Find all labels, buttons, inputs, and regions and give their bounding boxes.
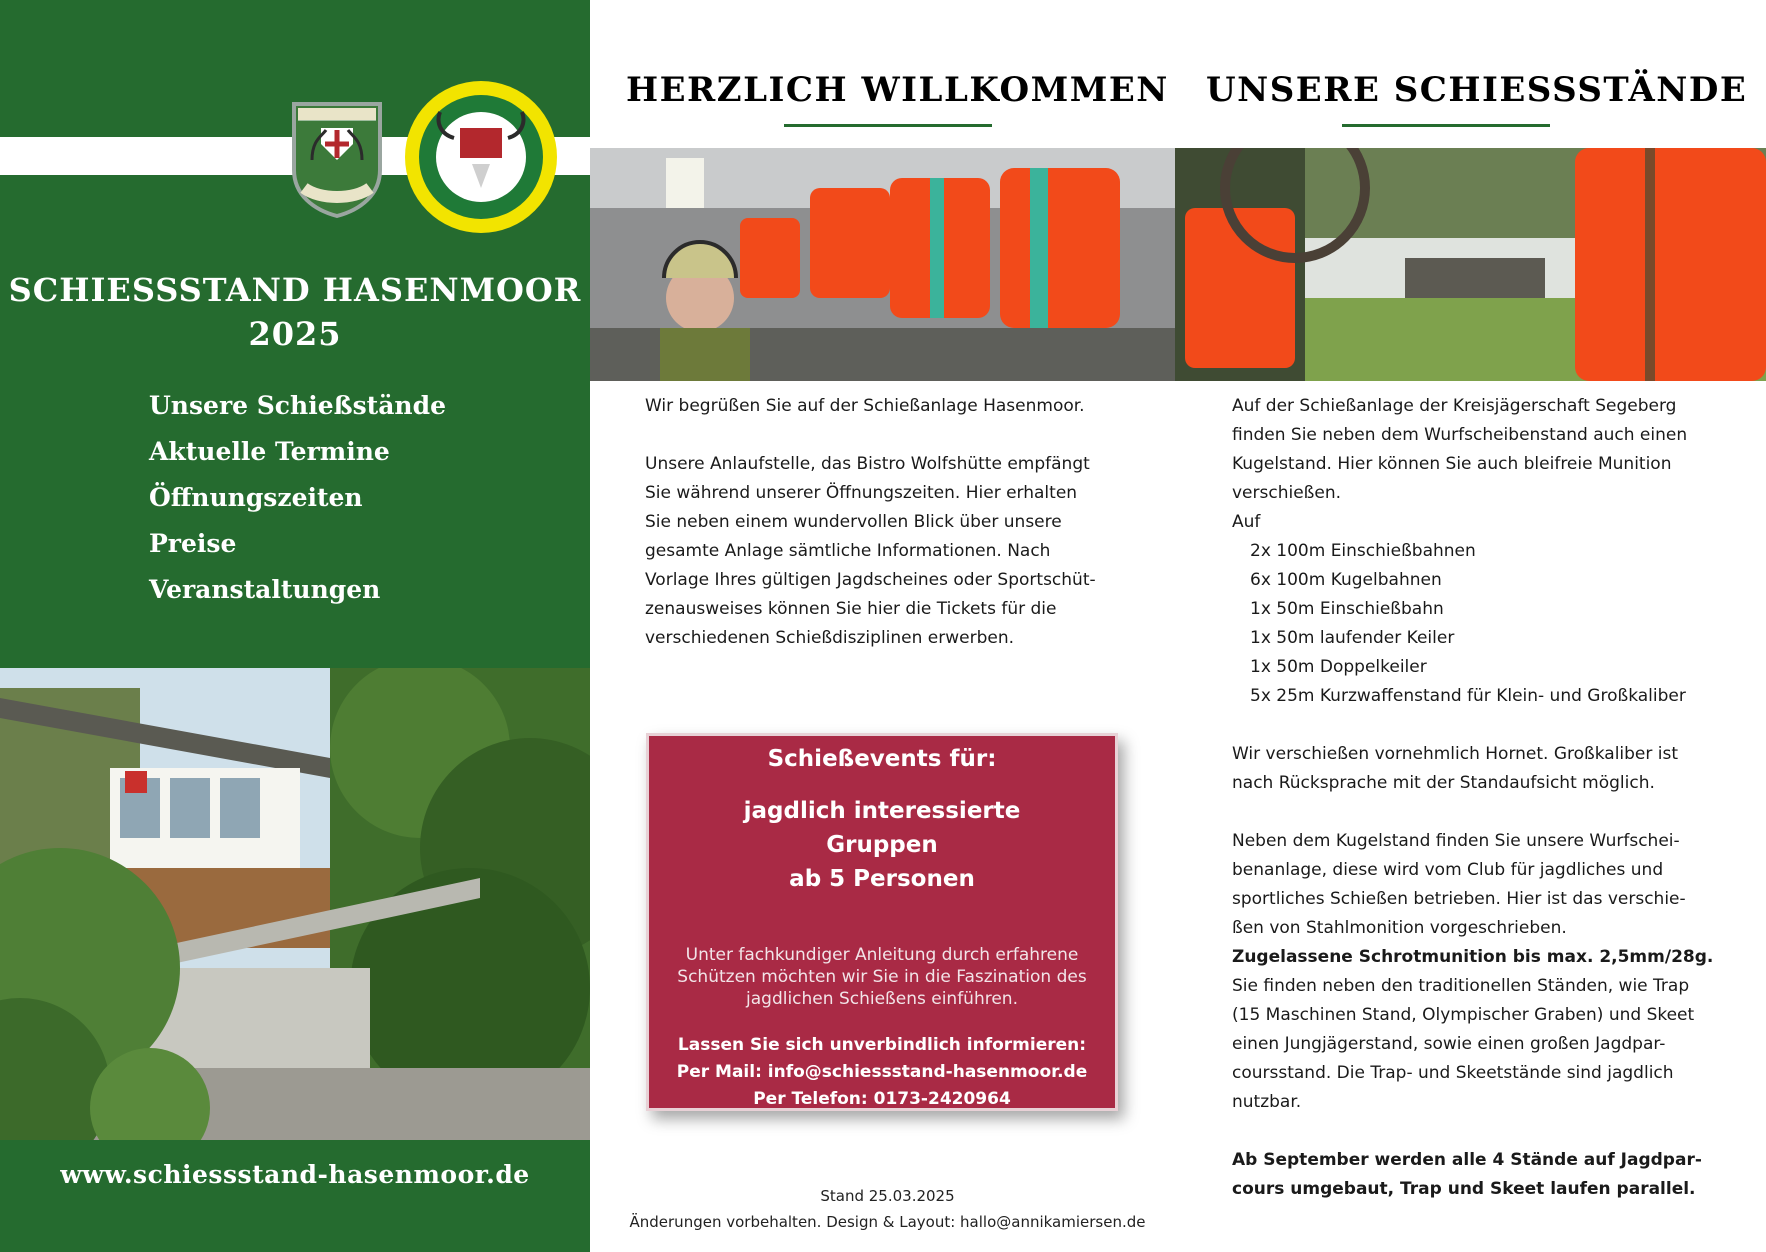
events-title: Schießevents für: [767,746,997,772]
footer-date: Stand 25.03.2025 [820,1187,955,1205]
welcome-heading: HERZLICH WILLKOMMEN [626,70,1169,110]
ranges-intro-line: Auf [1232,512,1261,532]
ranges-para3-line: benanlage, diese wird vom Club für jagdliches und [1232,860,1664,880]
events-target [649,794,1115,896]
events-desc-line: Unter fachkundiger Anleitung durch erfahrene [685,945,1079,965]
welcome-heading-underline [784,124,992,127]
shot-limit-note: Zugelassene Schrotmunition bis max. 2,5mm/28g. [1232,947,1714,967]
welcome-line: verschiedenen Schießdisziplinen erwerben. [645,628,1015,648]
events-target-line: jagdlich interessierte [743,798,1021,824]
ranges-list [1232,537,1742,711]
ranges-para3-line: ßen von Stahlmonition vorgeschrieben. [1232,918,1567,938]
welcome-line: zenausweises können Sie hier die Tickets für die [645,599,1057,619]
site-title [0,268,590,356]
events-desc-line: Schützen möchten wir Sie in die Faszination des [677,967,1087,987]
events-target-line: Gruppen [826,832,938,858]
ranges-para2-line: nach Rücksprache mit der Standaufsicht möglich. [1232,773,1655,793]
ranges-heading: UNSERE SCHIESSSTÄNDE [1206,70,1748,110]
ranges-intro-line: finden Sie neben dem Wurfscheibenstand auch einen [1232,425,1688,445]
ranges-para4-line: coursstand. Die Trap- und Skeetstände sind jagdlich [1232,1063,1674,1083]
kreisjaegerschaft-logo [290,100,384,218]
welcome-text [645,392,1125,653]
title-line-1: SCHIESSSTAND HASENMOOR [8,271,582,309]
list-item: 1x 50m laufender Keiler [1250,628,1455,648]
ranges-intro-line: Kugelstand. Hier können Sie auch bleifreie Munition [1232,454,1672,474]
clubhouse-photo [0,668,590,1140]
menu-item-schiessstaende[interactable]: Unsere Schießstände [149,391,446,420]
list-item: 6x 100m Kugelbahnen [1250,570,1442,590]
menu-item-preise[interactable]: Preise [149,529,237,558]
welcome-line: Vorlage Ihres gültigen Jagdscheines oder Sportschüt- [645,570,1096,590]
ranges-heading-underline [1342,124,1550,127]
events-contact-phone[interactable]: Per Telefon: 0173-2420964 [753,1089,1011,1109]
events-box [646,733,1118,1111]
list-item: 5x 25m Kurzwaffenstand für Klein- und Großkaliber [1250,686,1686,706]
ranges-para3-line: sportliches Schießen betrieben. Hier ist das verschie- [1232,889,1686,909]
events-contact-prompt: Lassen Sie sich unverbindlich informieren: [677,1035,1087,1055]
ranges-text [1232,392,1742,1204]
ranges-para4-line: nutzbar. [1232,1092,1302,1112]
events-contact [649,1032,1115,1113]
list-item: 2x 100m Einschießbahnen [1250,541,1476,561]
left-panel [0,0,590,1252]
welcome-line: Unsere Anlaufstelle, das Bistro Wolfshütte empfängt [645,454,1090,474]
welcome-line: Sie während unserer Öffnungszeiten. Hier erhalten [645,483,1078,503]
closing-line: cours umgebaut, Trap und Skeet laufen parallel. [1232,1179,1696,1199]
welcome-line: gesamte Anlage sämtliche Informationen. Nach [645,541,1051,561]
ranges-intro-line: Auf der Schießanlage der Kreisjägerschaft Segeberg [1232,396,1677,416]
welcome-para1: Wir begrüßen Sie auf der Schießanlage Hasenmoor. [645,396,1085,416]
menu-item-veranstaltungen[interactable]: Veranstaltungen [149,575,381,604]
ranges-para4-line: (15 Maschinen Stand, Olympischer Graben) und Skeet [1232,1005,1695,1025]
ranges-para4-line: Sie finden neben den traditionellen Ständen, wie Trap [1232,976,1690,996]
welcome-line: Sie neben einem wundervollen Blick über unsere [645,512,1062,532]
list-item: 1x 50m Doppelkeiler [1250,657,1427,677]
footer [590,1183,1185,1235]
closing-line: Ab September werden alle 4 Stände auf Jagdpar- [1232,1150,1702,1170]
ranges-para2-line: Wir verschießen vornehmlich Hornet. Großkaliber ist [1232,744,1679,764]
footer-credits: Änderungen vorbehalten. Design & Layout: hallo@annikamiersen.de [629,1213,1146,1231]
clay-thrower-man-photo [590,148,1175,381]
menu-item-termine[interactable]: Aktuelle Termine [149,437,390,466]
website-url[interactable]: www.schiessstand-hasenmoor.de [60,1160,530,1189]
club-logo [402,78,560,236]
list-item: 1x 50m Einschießbahn [1250,599,1444,619]
title-line-2: 2025 [248,315,342,353]
events-target-line: ab 5 Personen [789,866,975,892]
ranges-intro-line: verschießen. [1232,483,1342,503]
clay-pigeon-range-photo [1175,148,1766,381]
ranges-para4-line: einen Jungjägerstand, sowie einen großen Jagdpar- [1232,1034,1666,1054]
events-contact-email[interactable]: Per Mail: info@schiessstand-hasenmoor.de [676,1062,1088,1082]
menu-item-oeffnungszeiten[interactable]: Öffnungszeiten [149,483,363,512]
events-desc-line: jagdlichen Schießens einführen. [746,989,1018,1009]
left-menu [149,383,446,613]
events-description [649,944,1115,1010]
ranges-para3-line: Neben dem Kugelstand finden Sie unsere Wurfschei- [1232,831,1680,851]
